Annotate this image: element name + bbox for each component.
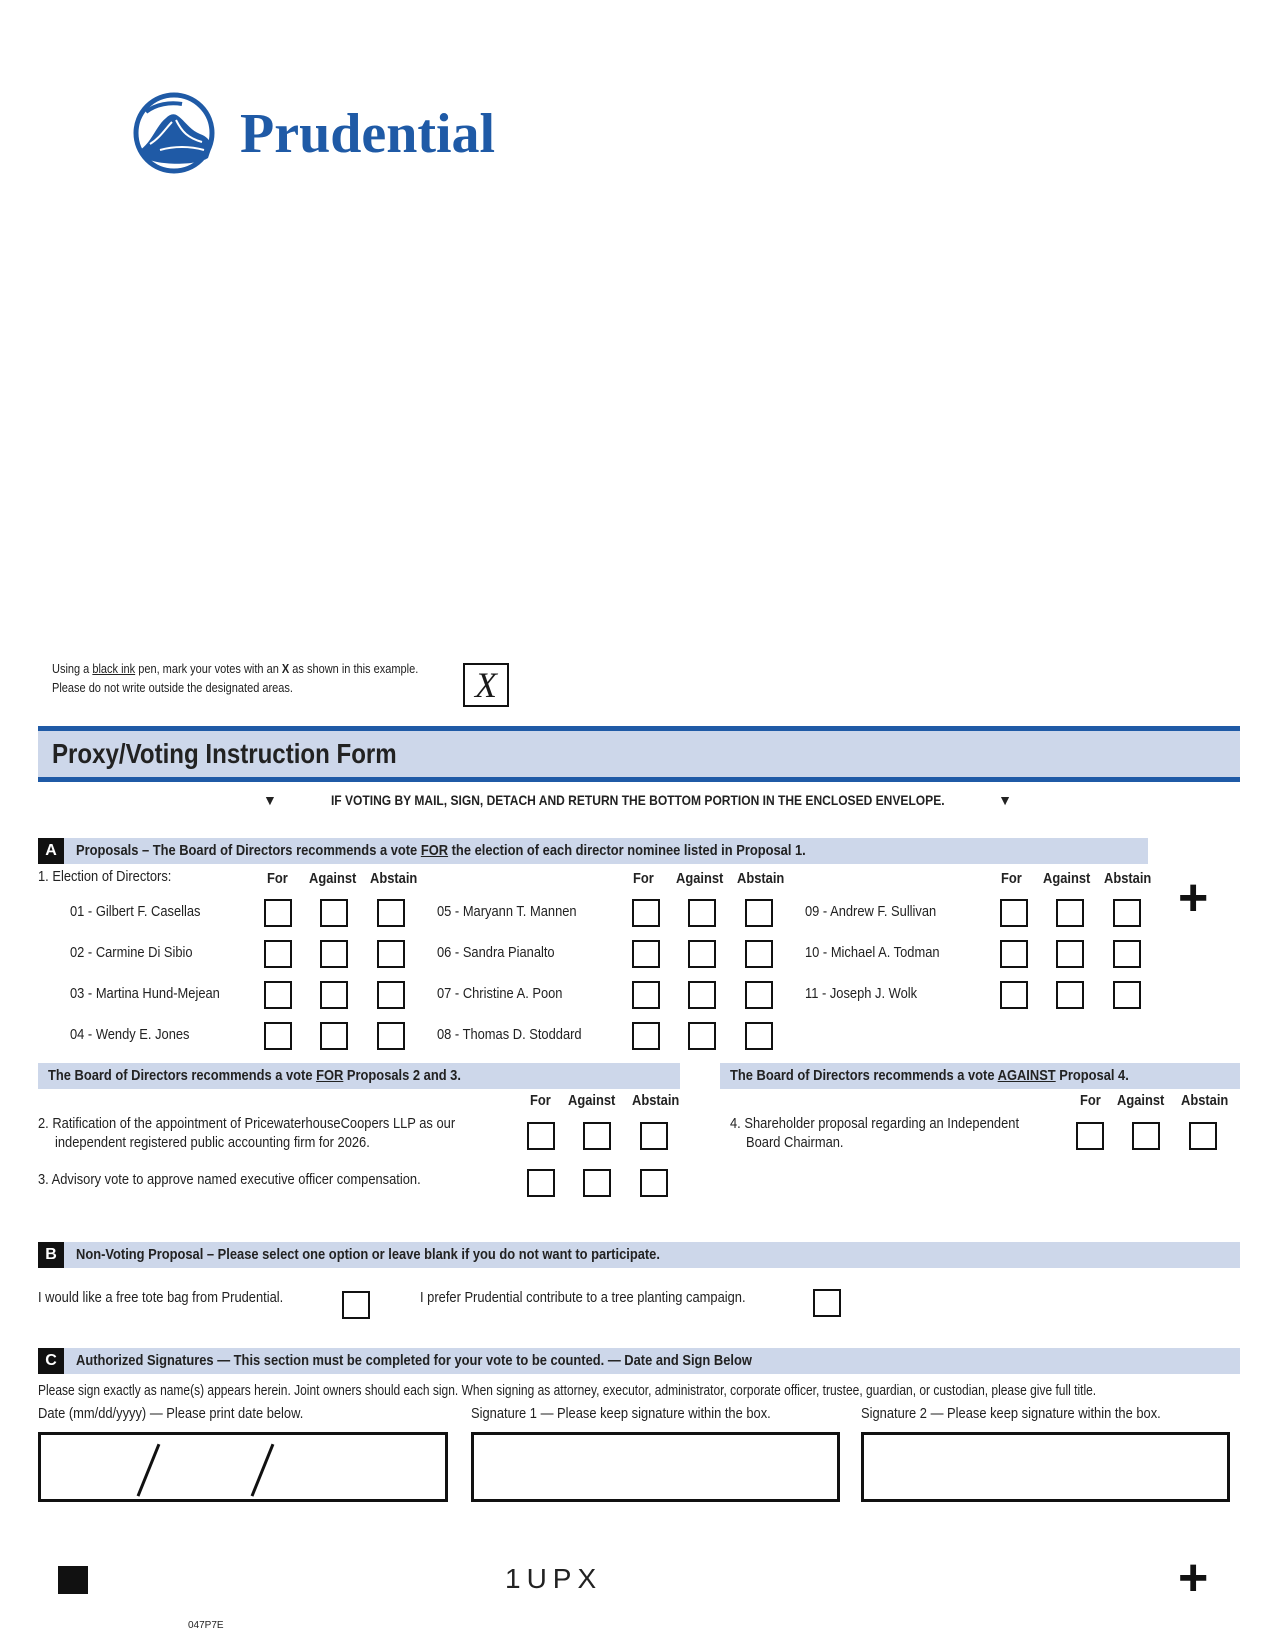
nominee-label: 01 - Gilbert F. Casellas (70, 903, 201, 920)
col-for: For (530, 1092, 551, 1109)
header-emphasis: FOR (420, 842, 449, 859)
example-x-mark: X (475, 665, 497, 705)
col-against: Against (676, 870, 724, 887)
form-title: Proxy/Voting Instruction Form (52, 738, 397, 769)
nominee-05-abstain-checkbox[interactable] (745, 899, 773, 927)
nominee-09-for-checkbox[interactable] (1000, 899, 1028, 927)
nominee-04-for-checkbox[interactable] (264, 1022, 292, 1050)
nominee-02-abstain-checkbox[interactable] (377, 940, 405, 968)
date-input-box[interactable] (38, 1432, 448, 1502)
date-separator-slash (137, 1444, 160, 1497)
tree-planting-checkbox[interactable] (813, 1289, 841, 1317)
rec-text: Proposals 2 and 3. (343, 1067, 461, 1084)
section-b-header (38, 1242, 1240, 1268)
form-small-code: 047P7E (188, 1620, 224, 1631)
nominee-06-abstain-checkbox[interactable] (745, 940, 773, 968)
nominee-03-for-checkbox[interactable] (264, 981, 292, 1009)
nominee-07-abstain-checkbox[interactable] (745, 981, 773, 1009)
nominee-label: 11 - Joseph J. Wolk (805, 985, 918, 1002)
registration-plus-icon: + (1178, 869, 1209, 927)
signature-2-box[interactable] (861, 1432, 1230, 1502)
recommendation-against-bar (720, 1063, 1240, 1089)
nominee-01-against-checkbox[interactable] (320, 899, 348, 927)
nominee-11-against-checkbox[interactable] (1056, 981, 1084, 1009)
signature-1-label: Signature 1 — Please keep signature within the box. (471, 1405, 771, 1422)
brand-name: Prudential (240, 103, 496, 165)
mail-instruction-text: IF VOTING BY MAIL, SIGN, DETACH AND RETURN THE BOTTOM PORTION IN THE ENCLOSED ENVELOPE. (330, 792, 945, 808)
section-a-title (76, 842, 806, 859)
col-abstain: Abstain (737, 870, 785, 887)
nominee-label: 05 - Maryann T. Mannen (437, 903, 577, 920)
rec-emphasis: FOR (316, 1067, 344, 1084)
nominee-label: 03 - Martina Hund-Mejean (70, 985, 220, 1002)
form-code: 1UPX (505, 1563, 603, 1594)
nominee-10-for-checkbox[interactable] (1000, 940, 1028, 968)
proposal-4-abstain-checkbox[interactable] (1189, 1122, 1217, 1150)
prudential-logo (130, 92, 650, 174)
nominee-02-against-checkbox[interactable] (320, 940, 348, 968)
rec-text: The Board of Directors recommends a vote (730, 1067, 998, 1084)
section-b-letter: B (38, 1242, 64, 1268)
nominee-09-against-checkbox[interactable] (1056, 899, 1084, 927)
col-against: Against (309, 870, 357, 887)
col-for: For (267, 870, 288, 887)
col-for: For (1080, 1092, 1101, 1109)
header-text: Proposals – The Board of Directors recommends a vote (76, 842, 421, 859)
marking-instruction-line2: Please do not write outside the designated areas. (52, 681, 293, 695)
nominee-06-against-checkbox[interactable] (688, 940, 716, 968)
date-label: Date (mm/dd/yyyy) — Please print date below. (38, 1405, 304, 1422)
nominee-10-against-checkbox[interactable] (1056, 940, 1084, 968)
signature-instructions: Please sign exactly as name(s) appears herein. Joint owners should each sign. When signing as attorney, executor, administrator, corporate officer, trustee, guardian, or custodian, please give full title. (38, 1382, 1097, 1399)
nominee-label: 02 - Carmine Di Sibio (70, 944, 193, 961)
proposal-2-label-cont: independent registered public accounting firm for 2026. (55, 1134, 370, 1151)
rec-emphasis: AGAINST (997, 1067, 1056, 1084)
section-a-letter: A (38, 838, 64, 864)
down-triangle-icon: ▼ (262, 792, 277, 808)
down-triangle-icon: ▼ (998, 792, 1012, 808)
nominee-label: 10 - Michael A. Todman (805, 944, 940, 961)
section-c-letter: C (38, 1348, 64, 1374)
section-b-title: Non-Voting Proposal – Please select one option or leave blank if you do not want to participate. (76, 1246, 660, 1263)
col-abstain: Abstain (1104, 870, 1152, 887)
proposal-2-label: 2. Ratification of the appointment of PricewaterhouseCoopers LLP as our (38, 1115, 456, 1132)
election-of-directors-label: 1. Election of Directors: (38, 868, 172, 885)
recommendation-against-text (730, 1067, 1129, 1084)
rec-text: The Board of Directors recommends a vote (48, 1067, 317, 1084)
rock-of-gibraltar-icon (130, 92, 218, 174)
col-for: For (633, 870, 654, 887)
form-title-band (38, 726, 1240, 782)
instruction-emphasis: black ink (92, 662, 136, 676)
proposal-2-abstain-checkbox[interactable] (640, 1122, 668, 1150)
col-against: Against (1117, 1092, 1165, 1109)
section-c-header (38, 1348, 1240, 1374)
tree-planting-option-label: I prefer Prudential contribute to a tree planting campaign. (420, 1289, 746, 1306)
proposal-3-for-checkbox[interactable] (527, 1169, 555, 1197)
nominee-03-against-checkbox[interactable] (320, 981, 348, 1009)
rec-text: Proposal 4. (1055, 1067, 1129, 1084)
instruction-text: as shown in this example. (289, 662, 419, 676)
proposal-4-for-checkbox[interactable] (1076, 1122, 1104, 1150)
col-abstain: Abstain (370, 870, 418, 887)
nominee-07-against-checkbox[interactable] (688, 981, 716, 1009)
nominee-01-abstain-checkbox[interactable] (377, 899, 405, 927)
nominee-08-against-checkbox[interactable] (688, 1022, 716, 1050)
proposal-4-label: 4. Shareholder proposal regarding an Independent (730, 1115, 1020, 1132)
mail-instruction (0, 792, 1275, 808)
nominee-label: 06 - Sandra Pianalto (437, 944, 555, 961)
instruction-x: X (281, 662, 290, 676)
nominee-07-for-checkbox[interactable] (632, 981, 660, 1009)
nominee-08-for-checkbox[interactable] (632, 1022, 660, 1050)
nominee-label: 08 - Thomas D. Stoddard (437, 1026, 582, 1043)
signature-2-label: Signature 2 — Please keep signature within the box. (861, 1405, 1161, 1422)
nominee-02-for-checkbox[interactable] (264, 940, 292, 968)
proposal-4-label-cont: Board Chairman. (746, 1134, 844, 1151)
recommendation-for-bar (38, 1063, 680, 1089)
header-text: the election of each director nominee listed in Proposal 1. (448, 842, 806, 859)
proposal-3-abstain-checkbox[interactable] (640, 1169, 668, 1197)
nominee-04-against-checkbox[interactable] (320, 1022, 348, 1050)
section-a-header (38, 838, 1148, 864)
nominee-03-abstain-checkbox[interactable] (377, 981, 405, 1009)
nominee-label: 04 - Wendy E. Jones (70, 1026, 190, 1043)
nominee-01-for-checkbox[interactable] (264, 899, 292, 927)
nominee-04-abstain-checkbox[interactable] (377, 1022, 405, 1050)
col-against: Against (568, 1092, 616, 1109)
nominee-05-for-checkbox[interactable] (632, 899, 660, 927)
proposal-3-against-checkbox[interactable] (583, 1169, 611, 1197)
signature-1-box[interactable] (471, 1432, 840, 1502)
registration-square (58, 1566, 88, 1594)
date-separator-slash (251, 1444, 274, 1497)
proposal-3-label: 3. Advisory vote to approve named executive officer compensation. (38, 1171, 421, 1188)
example-mark-box (463, 663, 509, 707)
nominee-label: 07 - Christine A. Poon (437, 985, 563, 1002)
marking-instruction-line1 (52, 662, 418, 676)
section-c-title: Authorized Signatures — This section must be completed for your vote to be counted. — Date and Sign Below (76, 1352, 752, 1369)
instruction-text: Using a (52, 662, 93, 676)
recommendation-for-text (48, 1067, 461, 1084)
proposal-2-against-checkbox[interactable] (583, 1122, 611, 1150)
registration-plus-icon: + (1178, 1549, 1209, 1607)
col-against: Against (1043, 870, 1091, 887)
col-abstain: Abstain (632, 1092, 680, 1109)
proposal-2-for-checkbox[interactable] (527, 1122, 555, 1150)
col-abstain: Abstain (1181, 1092, 1229, 1109)
nominee-09-abstain-checkbox[interactable] (1113, 899, 1141, 927)
nominee-label: 09 - Andrew F. Sullivan (805, 903, 937, 920)
nominee-10-abstain-checkbox[interactable] (1113, 940, 1141, 968)
tote-bag-option-label: I would like a free tote bag from Prudential. (38, 1289, 284, 1306)
nominee-05-against-checkbox[interactable] (688, 899, 716, 927)
proposal-4-against-checkbox[interactable] (1132, 1122, 1160, 1150)
nominee-11-abstain-checkbox[interactable] (1113, 981, 1141, 1009)
nominee-08-abstain-checkbox[interactable] (745, 1022, 773, 1050)
tote-bag-checkbox[interactable] (342, 1291, 370, 1319)
nominee-11-for-checkbox[interactable] (1000, 981, 1028, 1009)
nominee-06-for-checkbox[interactable] (632, 940, 660, 968)
instruction-text: pen, mark your votes with an (135, 662, 282, 676)
col-for: For (1001, 870, 1022, 887)
